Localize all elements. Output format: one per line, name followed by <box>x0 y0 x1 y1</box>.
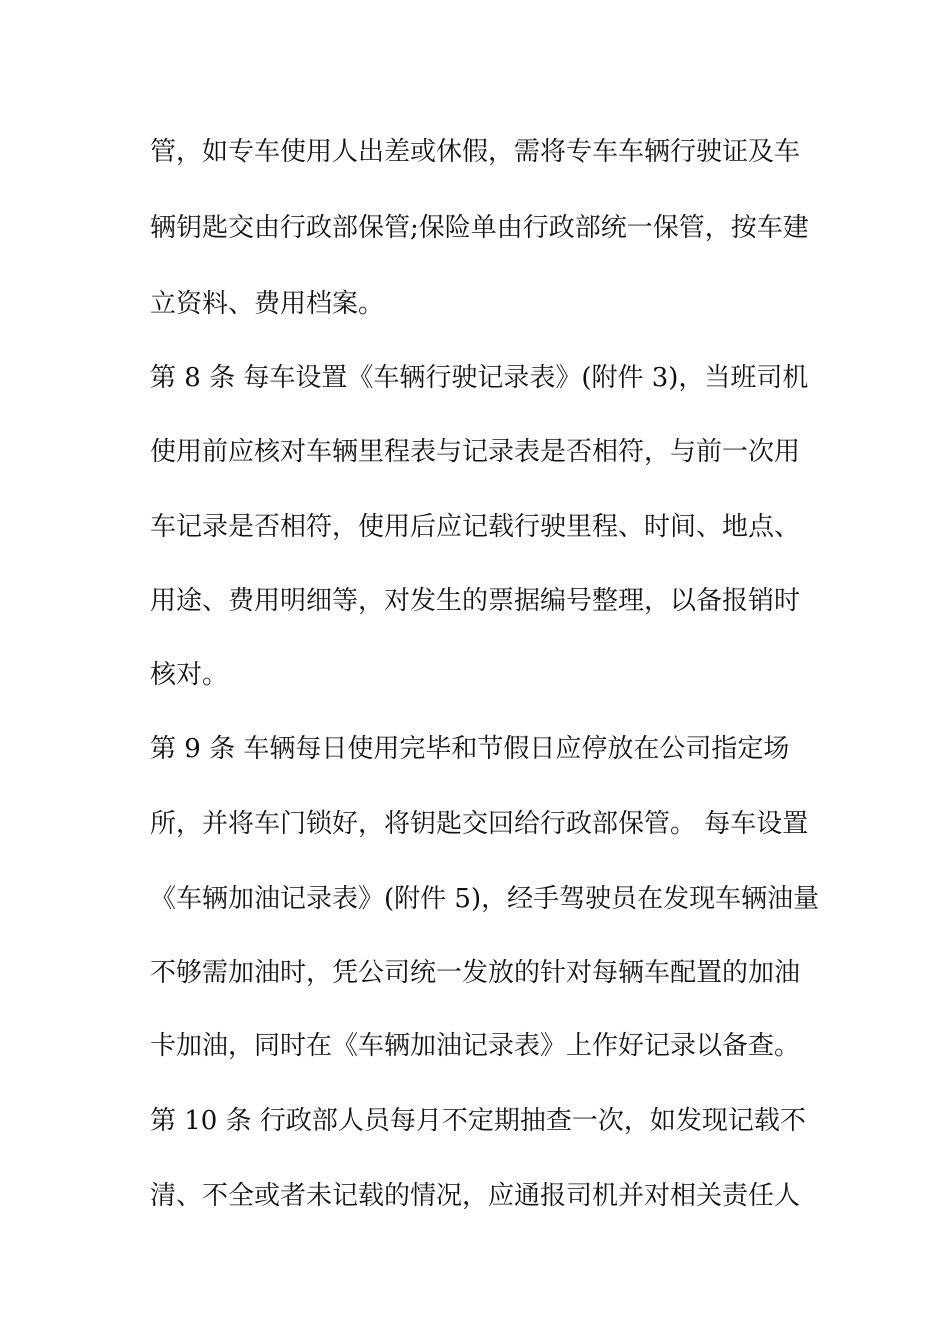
text-line: 第 9 条 车辆每日使用完毕和节假日应停放在公司指定场 <box>150 734 790 764</box>
text-line: 立资料、费用档案。 <box>150 289 385 319</box>
text-line: 《车辆加油记录表》(附件 5)，经手驾驶员在发现车辆油量 <box>150 884 820 914</box>
text-line: 所，并将车门锁好，将钥匙交回给行政部保管。 每车设置 <box>150 809 809 839</box>
text-line: 车记录是否相符，使用后应记载行驶里程、时间、地点、 <box>150 512 801 542</box>
text-line: 核对。 <box>150 660 229 690</box>
text-line: 清、不全或者未记载的情况，应通报司机并对相关责任人 <box>150 1181 801 1211</box>
text-line: 第 10 条 行政部人员每月不定期抽查一次，如发现记载不 <box>150 1106 806 1136</box>
text-line: 使用前应核对车辆里程表与记录表是否相符，与前一次用 <box>150 437 801 467</box>
text-line: 卡加油，同时在《车辆加油记录表》上作好记录以备查。 <box>150 1031 801 1061</box>
text-line: 第 8 条 每车设置《车辆行驶记录表》(附件 3)，当班司机 <box>150 363 809 393</box>
text-line: 辆钥匙交由行政部保管;保险单由行政部统一保管，按车建 <box>150 213 809 243</box>
text-line: 用途、费用明细等，对发生的票据编号整理，以备报销时 <box>150 586 801 616</box>
text-line: 管，如专车使用人出差或休假，需将专车车辆行驶证及车 <box>150 137 801 167</box>
text-line: 不够需加油时，凭公司统一发放的针对每辆车配置的加油 <box>150 958 801 988</box>
